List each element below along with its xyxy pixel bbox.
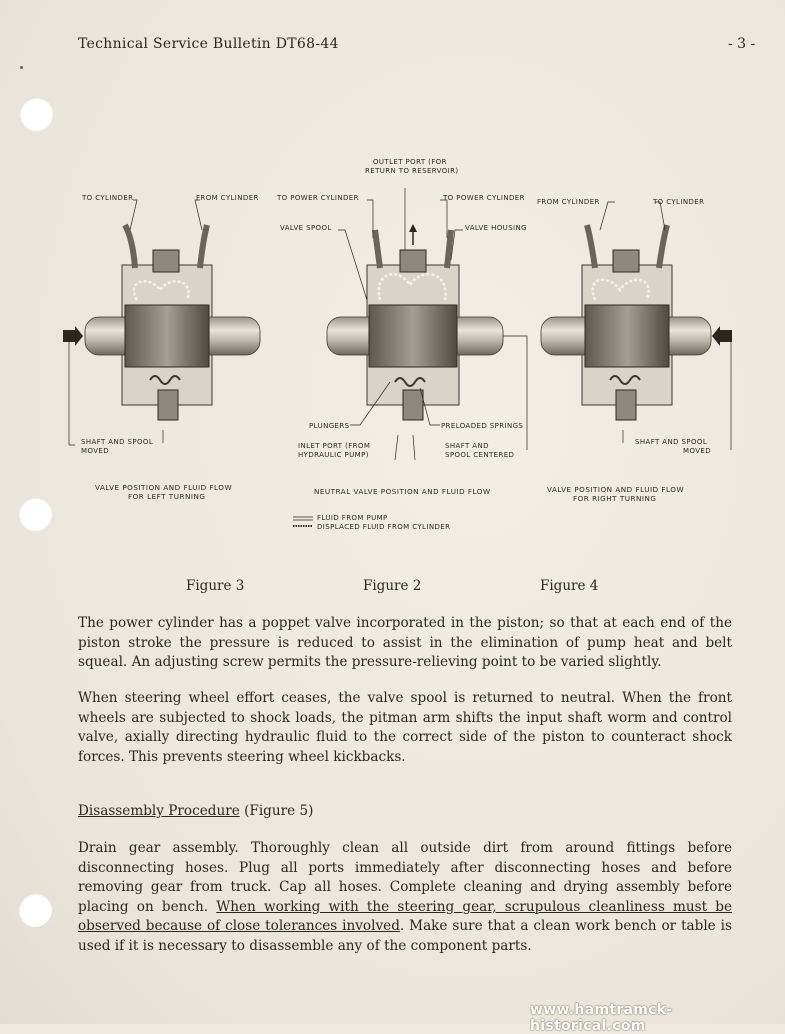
label-to-power-cylinder-right: TO POWER CYLINDER	[443, 194, 525, 202]
label-right-to-cylinder: TO CYLINDER	[653, 198, 705, 206]
label-shaft-centered: SHAFT AND	[445, 442, 489, 450]
label-valve-housing: VALVE HOUSING	[465, 224, 527, 232]
punch-hole-middle	[18, 497, 52, 531]
section-heading-text: Disassembly Procedure	[78, 803, 240, 819]
left-valve	[63, 225, 260, 420]
disassembly-text-b: . Make sure that a clean work bench or table is used if it is necessary to disassemble any of the component parts.	[78, 918, 732, 954]
valve-diagram-svg	[55, 150, 745, 540]
label-right-shaft-moved: SHAFT AND SPOOL	[635, 438, 708, 446]
figure-2-label: Figure 2	[363, 578, 422, 594]
valve-diagram	[55, 150, 745, 540]
label-right-shaft-moved-2: MOVED	[683, 447, 712, 455]
label-valve-spool: VALVE SPOOL	[280, 224, 332, 232]
caption-left: VALVE POSITION AND FLUID FLOW	[95, 483, 233, 492]
bulletin-title: Technical Service Bulletin DT68-44	[78, 36, 339, 52]
label-to-power-cylinder-left: TO POWER CYLINDER	[277, 194, 359, 202]
diagram-legend	[293, 514, 450, 531]
legend-fluid-from-pump: FLUID FROM PUMP	[317, 514, 388, 522]
label-inlet-port: INLET PORT (FROM	[298, 442, 371, 450]
page-number: - 3 -	[728, 36, 756, 52]
right-valve	[541, 225, 732, 420]
label-left-from-cylinder: FROM CYLINDER	[196, 194, 259, 202]
punch-hole-top	[19, 97, 53, 131]
label-outlet-port-2: RETURN TO RESERVOIR)	[365, 167, 459, 175]
caption-left-2: FOR LEFT TURNING	[128, 492, 206, 501]
paper-speck	[20, 66, 23, 69]
figure-4-label: Figure 4	[540, 578, 599, 594]
disassembly-text-a: Drain gear assembly. Thoroughly clean all outside dirt from around fittings before disconnecting hoses. Plug all ports immediately after disconnecting hoses and before removing gear from truck. Cap all hoses. Complete cleaning and drying assembly before placing on bench.	[78, 840, 732, 915]
label-right-from-cylinder: FROM CYLINDER	[537, 198, 600, 206]
caption-right-2: FOR RIGHT TURNING	[573, 494, 657, 503]
label-left-shaft-moved-2: MOVED	[81, 447, 110, 455]
caption-center: NEUTRAL VALVE POSITION AND FLUID FLOW	[314, 487, 491, 496]
center-valve	[327, 224, 503, 420]
label-left-to-cylinder: TO CYLINDER	[82, 194, 134, 202]
website-watermark: www.hamtramck-historical.com	[530, 1002, 673, 1034]
label-left-shaft-moved: SHAFT AND SPOOL	[81, 438, 154, 446]
punch-hole-bottom	[18, 893, 52, 927]
legend-displaced-fluid: DISPLACED FLUID FROM CYLINDER	[317, 523, 451, 531]
disassembly-cleanliness-warning: When working with the steering gear, scrupulous cleanliness must be observed because of close tolerances involved	[78, 898, 732, 934]
label-outlet-port: OUTLET PORT (FOR	[373, 158, 447, 166]
label-shaft-centered-2: SPOOL CENTERED	[445, 451, 515, 459]
section-heading-ref: (Figure 5)	[239, 803, 314, 819]
label-preloaded-springs: PRELOADED SPRINGS	[441, 422, 524, 430]
paragraph-disassembly	[78, 839, 732, 956]
label-inlet-port-2: HYDRAULIC PUMP)	[298, 451, 369, 459]
section-heading	[78, 802, 732, 822]
paragraph-poppet-valve: The power cylinder has a poppet valve incorporated in the piston; so that at each end of the piston stroke the pressure is reduced to assist in the elimination of pump heat and belt squeal. An adjusting screw permits the pressure-relieving point to be varied slightly.	[78, 615, 732, 670]
figure-3-label: Figure 3	[186, 578, 245, 594]
label-plungers: PLUNGERS	[309, 422, 350, 430]
caption-right: VALVE POSITION AND FLUID FLOW	[547, 485, 685, 494]
paragraph-valve-spool-neutral: When steering wheel effort ceases, the valve spool is returned to neutral. When the front wheels are subjected to shock loads, the pitman arm shifts the input shaft worm and control valve, axially directing hydraulic fluid to the correct side of the piston to counteract shock forces. This prevents steering wheel kickbacks.	[78, 690, 732, 765]
